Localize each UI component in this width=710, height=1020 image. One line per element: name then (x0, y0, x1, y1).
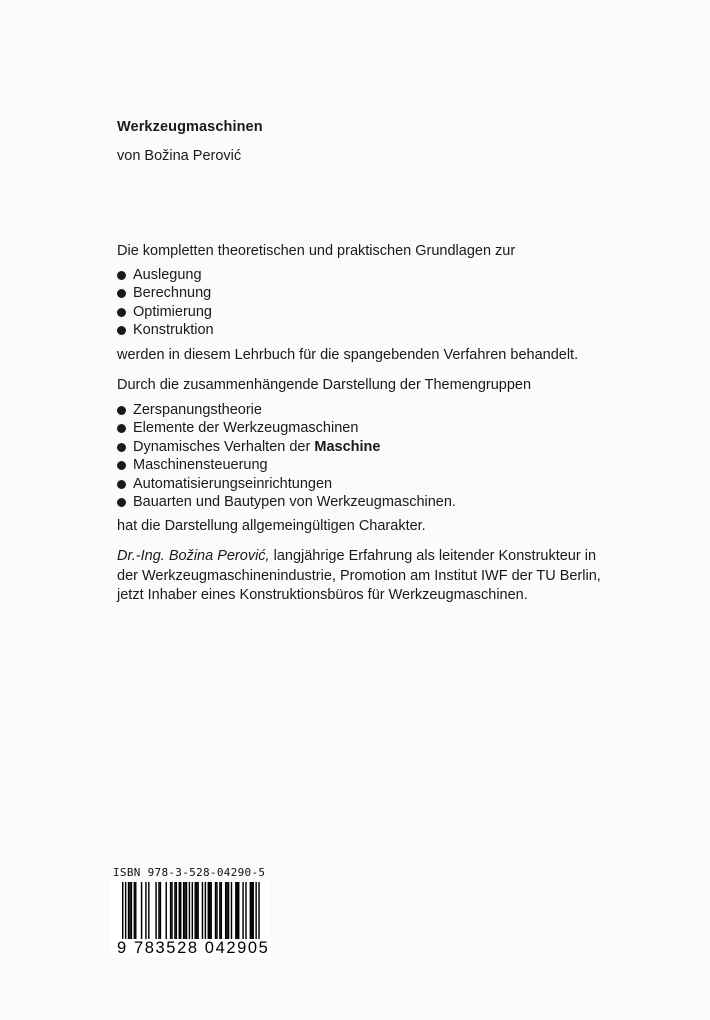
barcode-bar (202, 882, 203, 940)
list-item: Auslegung (117, 266, 214, 284)
barcode-bar (184, 882, 185, 940)
bullet-icon (117, 443, 126, 452)
barcode-bar (176, 882, 177, 940)
author-line: von Božina Perović (117, 148, 242, 164)
list-item: Elemente der Werkzeugmaschinen (117, 419, 456, 437)
bullet-icon (117, 289, 126, 298)
barcode-bar (216, 882, 217, 940)
list-item: Optimierung (117, 303, 214, 321)
barcode-bar (174, 882, 175, 940)
barcode-bar (158, 882, 159, 940)
barcode-bar (195, 882, 196, 940)
bullet-icon (117, 480, 126, 489)
bullet-icon (117, 308, 126, 317)
barcode-bar (155, 882, 156, 940)
themengruppen-list (117, 401, 456, 511)
barcode-bar (242, 882, 243, 940)
list-item: Zerspanungstheorie (117, 401, 456, 419)
bullet-icon (117, 406, 126, 415)
barcode-bar (245, 882, 246, 940)
barcode-bar (225, 882, 226, 940)
list-item: Bauarten und Bautypen von Werkzeugmaschinen. (117, 493, 456, 511)
barcode-bar (196, 882, 197, 940)
barcode-bar (183, 882, 184, 940)
barcode-bar (131, 882, 132, 940)
barcode-bar (238, 882, 239, 940)
bold-word: Maschine (314, 438, 381, 455)
bullet-icon (117, 326, 126, 335)
list-item: Automatisierungseinrichtungen (117, 475, 456, 493)
author-bio-text: langjährige Erfahrung als leitender Konstrukteur in der Werkzeugmaschinenindustrie, Promotion am Institut IWF der TU Berlin, jetzt Inhaber eines Konstruktionsbüros für Werkzeugmaschinen. (117, 548, 601, 603)
barcode-bar (228, 882, 229, 940)
book-title: Werkzeugmaschinen (117, 119, 263, 135)
after-list1-text: werden in diesem Lehrbuch für die spangebenden Verfahren behandelt. (117, 347, 579, 363)
themengruppen-text: Durch die zusammenhängende Darstellung der Themengruppen (117, 377, 532, 393)
barcode-bar (148, 882, 149, 940)
barcode-bar (135, 882, 136, 940)
barcode-bar (141, 882, 142, 940)
barcode-bar (186, 882, 187, 940)
barcode-bar (166, 882, 167, 940)
barcode-bar (210, 882, 211, 940)
barcode-bar (160, 882, 161, 940)
barcode-number: 9 783528 042905 (117, 939, 270, 957)
intro-text: Die kompletten theoretischen und praktischen Grundlagen zur (117, 243, 516, 259)
barcode-bar (237, 882, 238, 940)
barcode-bar (145, 882, 146, 940)
barcode-bar (197, 882, 198, 940)
list-item: Berechnung (117, 284, 214, 302)
barcode-bar (231, 882, 232, 940)
bullet-icon (117, 424, 126, 433)
barcode-bar (250, 882, 251, 940)
barcode-bar (205, 882, 206, 940)
bullet-icon (117, 498, 126, 507)
bullet-icon (117, 461, 126, 470)
author-bio (117, 547, 612, 606)
barcode-bar (221, 882, 222, 940)
barcode-bar (129, 882, 130, 940)
barcode-bar (253, 882, 254, 940)
barcode-bar (215, 882, 216, 940)
barcode-bar (171, 882, 172, 940)
barcode-bar (219, 882, 220, 940)
list-item: Maschinensteuerung (117, 456, 456, 474)
barcode-bar (226, 882, 227, 940)
barcode-bar (235, 882, 236, 940)
barcode-bar (134, 882, 135, 940)
bullet-icon (117, 271, 126, 280)
barcode-bar (179, 882, 180, 940)
list-item: Konstruktion (117, 321, 214, 339)
barcode-bar (180, 882, 181, 940)
author-name: Dr.-Ing. Božina Perović, (117, 548, 270, 564)
barcode-bar (128, 882, 129, 940)
barcode-bar (170, 882, 171, 940)
barcode-bar (208, 882, 209, 940)
list-item: Dynamisches Verhalten der Maschine (117, 438, 456, 456)
topics-list (117, 266, 214, 340)
barcode-bar (209, 882, 210, 940)
barcode-bar (251, 882, 252, 940)
isbn-label: ISBN 978-3-528-04290-5 (113, 866, 266, 879)
after-list2-text: hat die Darstellung allgemeingültigen Charakter. (117, 518, 426, 534)
